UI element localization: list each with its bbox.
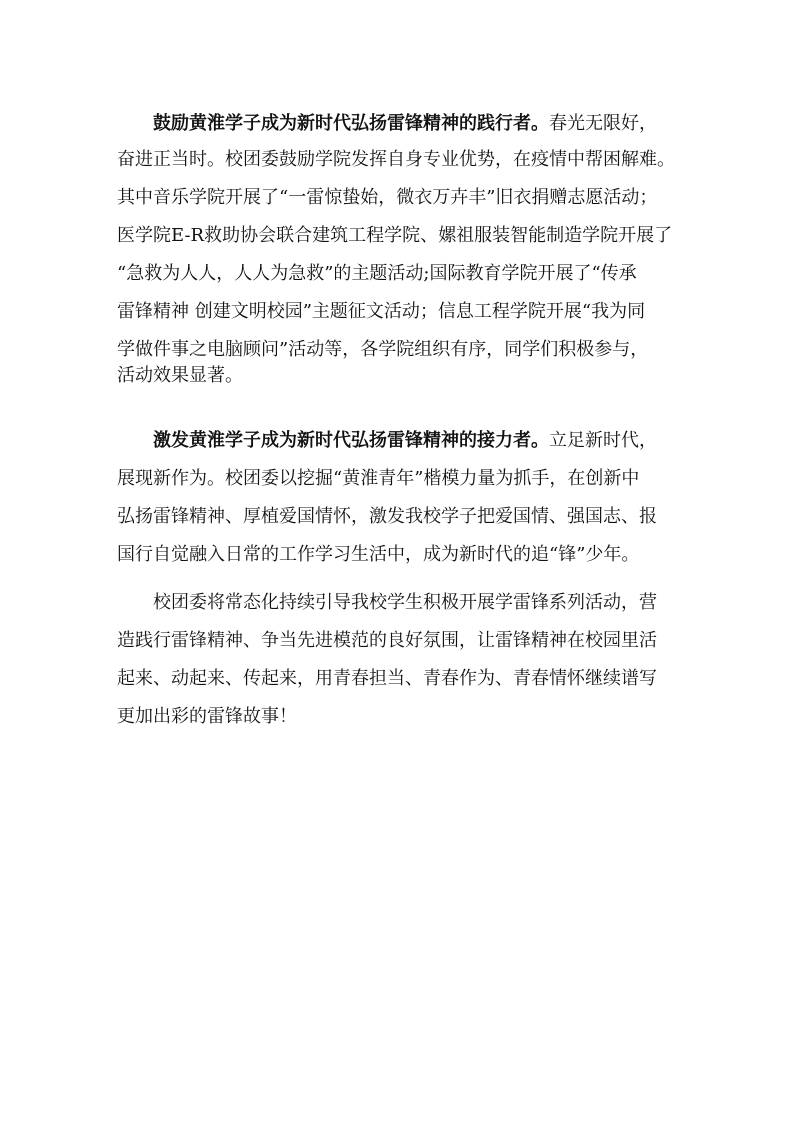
paragraph-line: 造践行雷锋精神、争当先进模范的良好氛围，让雷锋精神在校园里活	[117, 630, 657, 651]
paragraph-line: 其中音乐学院开展了“一雷惊蛰始，微衣万卉丰”旧衣捐赠志愿活动；	[117, 187, 658, 208]
paragraph-3-line-1: 校团委将常态化持续引导我校学生积极开展学雷锋系列活动，营	[153, 592, 657, 613]
paragraph-line: 活动效果显著。	[117, 365, 243, 386]
paragraph-line: 展现新作为。校团委以挖掘“黄淮青年”楷模力量为抓手，在创新中	[117, 468, 640, 489]
paragraph-line: 雷锋精神 创建文明校园”主题征文活动；信息工程学院开展“我为同	[117, 301, 646, 322]
paragraph-line: 国行自觉融入日常的工作学习生活中，成为新时代的追“锋”少年。	[117, 544, 640, 565]
paragraph-1-heading: 鼓励黄淮学子成为新时代弘扬雷锋精神的践行者。	[153, 113, 549, 134]
paragraph-line: 更加出彩的雷锋故事！	[117, 706, 297, 727]
paragraph-line: 奋进正当时。校团委鼓励学院发挥自身专业优势，在疫情中帮困解难。	[117, 149, 675, 170]
paragraph-2-heading: 激发黄淮学子成为新时代弘扬雷锋精神的接力者。	[153, 430, 549, 451]
paragraph-line: “急救为人人，人人为急救”的主题活动;国际教育学院开展了“传承	[117, 263, 637, 284]
paragraph-line: 学做件事之电脑顾问”活动等，各学院组织有序，同学们积极参与，	[117, 339, 649, 360]
paragraph-1-line-1	[153, 112, 657, 136]
paragraph-line: 弘扬雷锋精神、厚植爱国情怀，激发我校学子把爱国情、强国志、报	[117, 506, 657, 527]
paragraph-1-text: 春光无限好，	[549, 113, 657, 134]
paragraph-2-line-1	[153, 429, 657, 453]
paragraph-2-text: 立足新时代，	[549, 430, 657, 451]
paragraph-line: 医学院E-R救助协会联合建筑工程学院、嫘祖服装智能制造学院开展了	[117, 225, 673, 246]
paragraph-line: 起来、动起来、传起来，用青春担当、青春作为、青春情怀继续谱写	[117, 668, 657, 689]
